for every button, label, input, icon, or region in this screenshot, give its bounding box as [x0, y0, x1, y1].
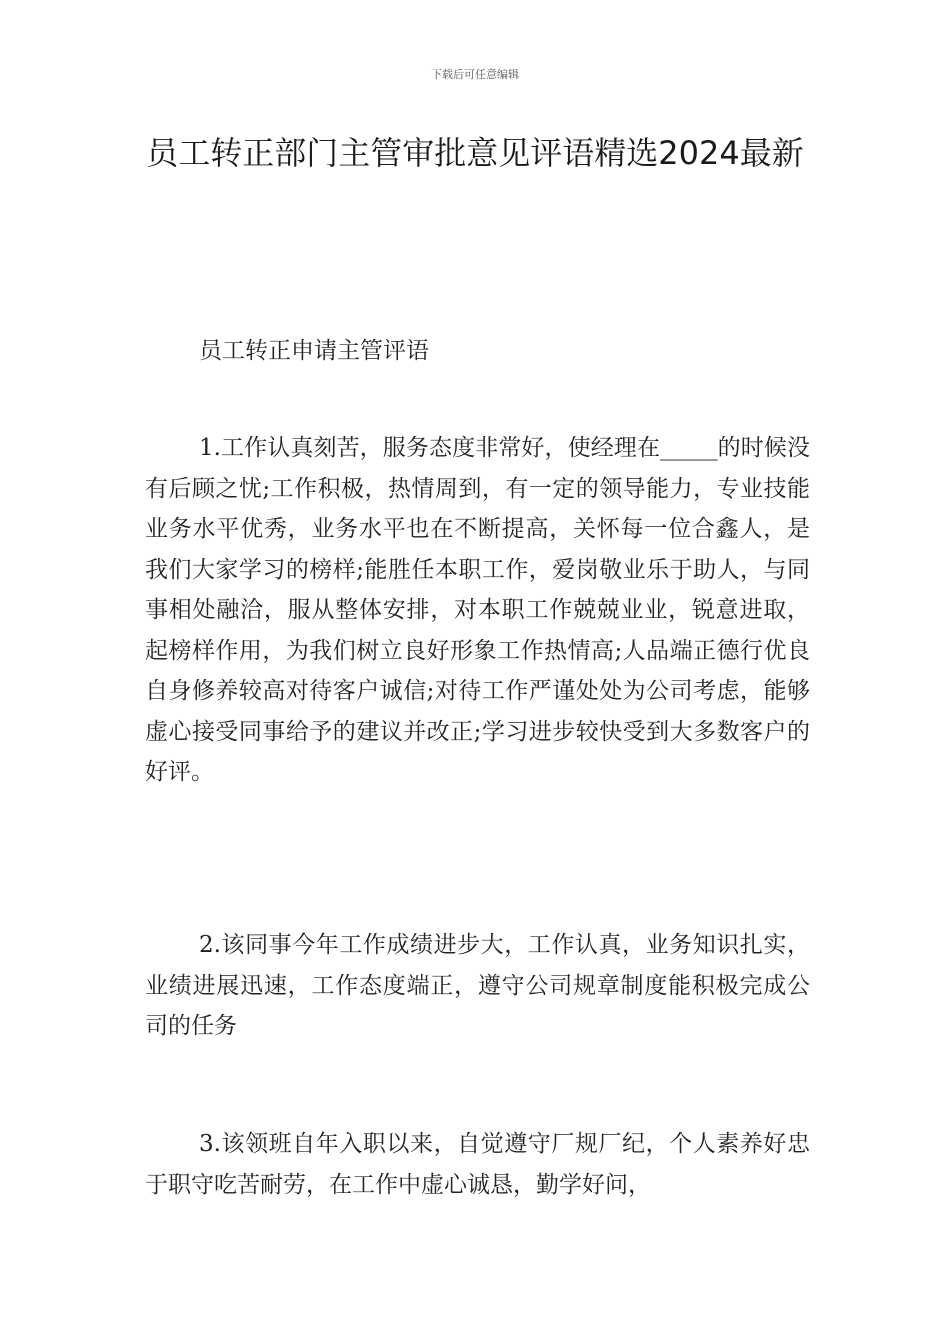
paragraph-1: 1.工作认真刻苦，服务态度非常好，使经理在_____的时候没有后顾之忧;工作积极，热情周到，有一定的领导能力，专业技能业务水平优秀，业务水平也在不断提高，关怀每一位合鑫人，是我们大家学习的榜样;能胜任本职工作，爱岗敬业乐于助人，与同事相处融洽，服从整体安排，对本职工作兢兢业业，锐意进取，起榜样作用，为我们树立良好形象工作热情高;人品端正德行优良自身修养较高对待客户诚信;对待工作严谨处处为公司考虑，能够虚心接受同事给予的建议并改正;学习进步较快受到大多数客户的好评。 [145, 435, 810, 785]
paragraph-3: 3.该领班自年入职以来，自觉遵守厂规厂纪，个人素养好忠于职守吃苦耐劳，在工作中虚心诚恳，勤学好问， [145, 1131, 810, 1198]
header-note: 下载后可任意编辑 [431, 68, 519, 81]
paragraph-2: 2.该同事今年工作成绩进步大，工作认真，业务知识扎实，业绩进展迅速，工作态度端正，遵守公司规章制度能积极完成公司的任务 [145, 932, 810, 1039]
section-heading: 员工转正申请主管评语 [199, 338, 429, 364]
document-title: 员工转正部门主管审批意见评语精选2024最新 [146, 134, 804, 172]
